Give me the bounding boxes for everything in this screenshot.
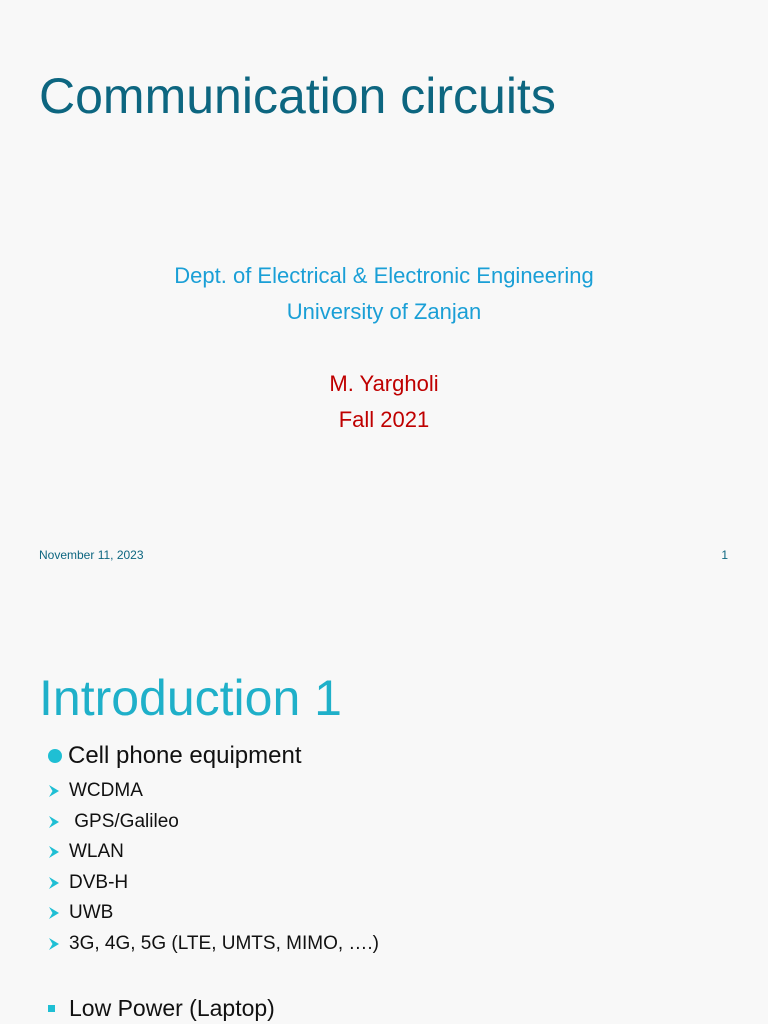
- university-line: University of Zanjan: [286, 299, 482, 324]
- sub-bullet-text: WLAN: [69, 841, 124, 863]
- sub-bullet-list: [48, 776, 379, 959]
- slide-title: Communication circuits: [39, 68, 556, 124]
- slide-title: Introduction 1: [39, 670, 342, 726]
- circle-bullet-icon: [48, 749, 62, 763]
- sub-bullet-item: [48, 807, 379, 838]
- sub-bullet-item: [48, 898, 379, 929]
- chevron-right-icon: [48, 937, 64, 951]
- bullet-item: [48, 990, 275, 1024]
- chevron-right-icon: [48, 815, 64, 829]
- bullet-text: Low Power (Laptop): [69, 995, 275, 1021]
- chevron-right-icon: [48, 906, 64, 920]
- sub-bullet-item: [48, 837, 379, 868]
- square-bullet-icon: [48, 1005, 55, 1012]
- sub-bullet-item: [48, 776, 379, 807]
- term-label: Fall 2021: [338, 407, 430, 432]
- sub-bullet-text: WCDMA: [69, 780, 143, 802]
- sub-bullet-text: DVB-H: [69, 871, 129, 893]
- chevron-right-icon: [48, 845, 64, 859]
- bullet-text: Cell phone equipment: [68, 742, 302, 769]
- sub-bullet-text: GPS/Galileo: [69, 810, 179, 832]
- chevron-right-icon: [48, 784, 64, 798]
- bullet-item: [48, 738, 302, 774]
- sub-bullet-item: [48, 868, 379, 899]
- department-line: Dept. of Electrical & Electronic Engineering: [174, 263, 594, 288]
- sub-bullet-text: UWB: [69, 902, 114, 924]
- page-number: 1: [721, 548, 728, 562]
- slide-subtitle: [0, 258, 768, 330]
- chevron-right-icon: [48, 876, 64, 890]
- footer-date: November 11, 2023: [39, 548, 144, 562]
- author-block: [0, 366, 768, 438]
- sub-bullet-text: 3G, 4G, 5G (LTE, UMTS, MIMO, ….): [69, 932, 380, 954]
- sub-bullet-item: [48, 929, 379, 960]
- slide-2: [0, 596, 768, 1024]
- author-name: M. Yargholi: [329, 371, 439, 396]
